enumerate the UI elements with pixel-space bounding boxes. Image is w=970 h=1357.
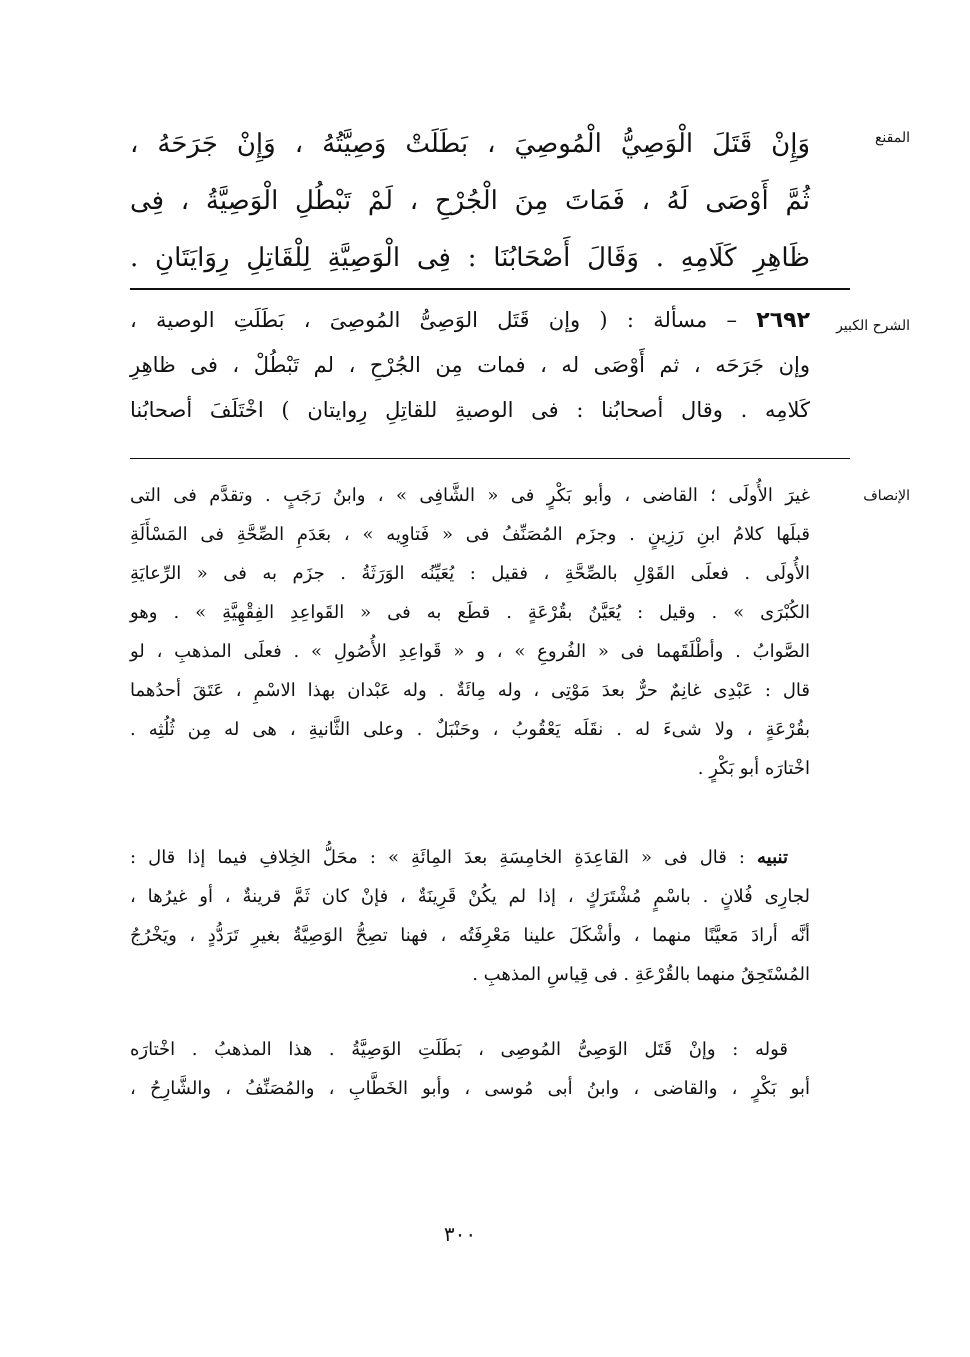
insaf-line: بقُرْعَةٍ ، ولا شىءَ له . نقَلَه يَعْقُوبُ ، وحَنْبَلٌ . وعلى الثَّانيةِ ، هى له مِن ثُلُثِه . bbox=[130, 719, 810, 740]
sharh-line: وإن جَرَحَه ، ثم أَوْصَى له ، فمات مِن الجُرْحِ ، لم تَبْطُلْ ، فى ظاهِرِ bbox=[130, 353, 810, 377]
insaf-line: لجارِى فُلانٍ . باسْمٍ مُشْتَرَكٍ ، إذا لم يكُنْ قَرِينَةٌ ، فإنْ كان ثَمَّ قرينةٌ ، أو غيرُها ، bbox=[130, 886, 810, 907]
insaf-line: الكُبْرَى » . وقيل : يُعَيَّنُ بقُرْعَةٍ . قطَع به فى « القَواعِدِ الفِقْهِيَّةِ » . وهو bbox=[130, 602, 810, 623]
issue-number: ٢٦٩٢ bbox=[756, 308, 810, 333]
insaf-line: اخْتارَه أبو بَكْرٍ . bbox=[697, 758, 810, 779]
insaf-paragraph-2 bbox=[130, 838, 810, 994]
insaf-paragraph-3 bbox=[130, 1030, 810, 1108]
insaf-paragraph-1 bbox=[130, 476, 810, 788]
sharh-line bbox=[130, 298, 810, 343]
sharh-line: كَلامِه . وقال أصحابُنا : فى الوصيةِ للقاتِلِ رِوايتان ) اخْتَلَفَ أصحابُنا bbox=[130, 398, 810, 422]
sharh-divider bbox=[130, 458, 850, 459]
insaf-line: قبلَها كلامُ ابنِ رَزِينٍ . وجزَم المُصَنِّفُ فى « فَتاوِيه » ، بعَدَمِ الصِّحَّةِ فى المَسْأَلَةِ bbox=[130, 524, 810, 545]
insaf-line: الأُولَى . فعلَى القَوْلِ بالصِّحَّةِ ، فقيل : يُعَيِّنُه الوَرَثَةُ . جزَم به فى « الرِّعايَةِ bbox=[130, 563, 810, 584]
insaf-line: أنَّه أرادَ مَعيَّنًا منهما ، وأشْكَلَ علينا مَعْرِفَتُه ، فهنا تصِحُّ الوَصِيَّةُ بغيرِ تَرَدُّدٍ ، ويَخْرُجُ bbox=[130, 925, 810, 946]
page-number: ٣٠٠ bbox=[443, 1222, 477, 1246]
insaf-line-text: : قال فى « القاعِدَةِ الخامِسَةِ بعدَ المِائَةِ » : محَلُّ الخِلافِ فيما إذا قال : bbox=[130, 847, 758, 868]
sharh-margin-label: الشرح الكبير bbox=[836, 318, 910, 334]
insaf-line: الصَّوابُ . وأطْلَقَهما فى « الفُروعِ » ، و « قَواعِدِ الأُصُولِ » . فعلَى المذهبِ ، لو bbox=[130, 641, 810, 662]
insaf-line bbox=[130, 838, 810, 877]
insaf-line: غيرَ الأُولَى ؛ القاضى ، وأبو بَكْرٍ فى « الشَّافِى » ، وابنُ رَجَبٍ . وتقدَّم فى التى bbox=[130, 485, 810, 506]
muqni-line: وَإِنْ قَتَلَ الْوَصِيُّ الْمُوصِيَ ، بَطَلَتْ وَصِيَّتُهُ ، وَإِنْ جَرَحَهُ ، bbox=[130, 129, 811, 159]
muqni-text-block bbox=[130, 116, 810, 287]
sharh-line-text: – مسألة : ( وإن قَتَل الوَصِىُّ المُوصِىَ ، بَطَلَتِ الوصية ، bbox=[130, 308, 757, 332]
insaf-line: المُسْتَحِقُ منهما بالقُرْعَةِ . فى قِياسِ المذهبِ . bbox=[472, 964, 810, 985]
muqni-margin-label: المقنع bbox=[874, 130, 910, 146]
note-label: تنبيه bbox=[757, 847, 788, 868]
insaf-margin-label: الإنصاف bbox=[863, 488, 910, 504]
insaf-line: قال : عَبْدِى غانِمٌ حرٌّ بعدَ مَوْتِى ، وله مِائَةٌ . وله عَبْدان بهذا الاسْمِ ، عَتَقَ أحدُهما bbox=[130, 680, 810, 701]
muqni-divider bbox=[130, 288, 850, 290]
insaf-line: قوله : وإنْ قَتَل الوَصِىُّ المُوصِى ، بَطَلَتِ الوَصِيَّةُ . هذا المذهبُ . اخْتارَه bbox=[130, 1039, 788, 1060]
sharh-text-block bbox=[130, 298, 810, 433]
insaf-line: أبو بَكْرٍ ، والقاضى ، وابنُ أبى مُوسى ، وأبو الخَطَّابِ ، والمُصَنِّفُ ، والشَّارِحُ ، bbox=[130, 1078, 810, 1099]
muqni-line: ثُمَّ أَوْصَى لَهُ ، فَمَاتَ مِنَ الْجُرْحِ ، لَمْ تَبْطُلِ الْوَصِيَّةُ ، فِى bbox=[130, 186, 810, 216]
muqni-line: ظَاهِرِ كَلَامِهِ . وَقَالَ أَصْحَابُنَا : فِى الْوَصِيَّةِ لِلْقَاتِلِ رِوَايَتَانِ . bbox=[130, 243, 810, 273]
